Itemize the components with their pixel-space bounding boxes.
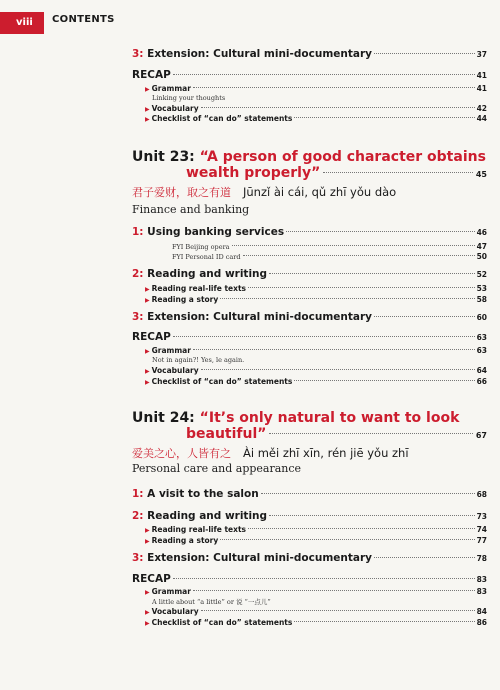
section-number: 1:: [132, 226, 144, 238]
page-number: viii: [16, 17, 33, 28]
section-label: Extension: Cultural mini-documentary: [143, 311, 372, 323]
triangle-bullet-icon: ▶: [145, 589, 150, 596]
leader-dots: [261, 493, 475, 494]
page-ref: 52: [476, 270, 487, 279]
toc-entry-reading-story[interactable]: [145, 295, 487, 304]
page-ref: 63: [476, 333, 487, 342]
entry-label: Vocabulary: [151, 104, 199, 113]
toc-entry-extension[interactable]: [132, 48, 487, 60]
toc-entry-vocabulary[interactable]: [145, 607, 487, 616]
leader-dots: [269, 515, 475, 516]
entry-label: Reading real-life texts: [151, 525, 246, 534]
leader-dots: [294, 621, 474, 622]
entry-label: Grammar: [151, 346, 191, 355]
triangle-bullet-icon: ▶: [145, 116, 150, 123]
unit-24-theme: Personal care and appearance: [132, 462, 302, 475]
entry-label: Checklist of “can do” statements: [151, 114, 293, 123]
section-label: Extension: Cultural mini-documentary: [143, 552, 372, 564]
page-title: CONTENTS: [52, 14, 115, 25]
entry-label: Checklist of “can do” statements: [151, 377, 293, 386]
page-ref: 37: [476, 50, 487, 59]
page-ref: 77: [476, 536, 487, 545]
page-ref: 67: [475, 431, 487, 440]
page-ref: 42: [476, 104, 487, 113]
page-ref: 50: [476, 252, 487, 261]
leader-dots: [173, 74, 475, 75]
section-label: RECAP: [132, 331, 171, 343]
unit-23-theme: Finance and banking: [132, 203, 250, 216]
page-ref: 64: [476, 366, 487, 375]
toc-entry-reading-texts[interactable]: [145, 525, 487, 534]
leader-dots: [248, 528, 475, 529]
page-ref: 68: [476, 490, 487, 499]
page-number-tab: [0, 12, 44, 34]
leader-dots: [201, 369, 475, 370]
pinyin: Ài měi zhī xīn, rén jiē yǒu zhī: [243, 446, 409, 460]
toc-entry-recap[interactable]: [132, 573, 487, 585]
triangle-bullet-icon: ▶: [145, 348, 150, 355]
toc-entry-section-2[interactable]: [132, 510, 487, 522]
toc-entry-section-1[interactable]: [132, 488, 487, 500]
leader-dots: [220, 539, 474, 540]
leader-dots: [269, 273, 475, 274]
triangle-bullet-icon: ▶: [145, 527, 150, 534]
triangle-bullet-icon: ▶: [145, 86, 150, 93]
unit-24-proverb: [132, 445, 409, 461]
toc-entry-checklist[interactable]: [145, 114, 487, 123]
unit-23-title[interactable]: [132, 149, 486, 166]
grammar-note: Not in again?! Yes, le again.: [152, 356, 245, 364]
unit-title-line-2: beautiful”: [186, 426, 267, 442]
toc-entry-grammar[interactable]: [145, 84, 487, 93]
triangle-bullet-icon: ▶: [145, 538, 150, 545]
leader-dots: [374, 316, 475, 317]
grammar-note: A little about “a little” or 说 “一点儿”: [152, 598, 271, 606]
leader-dots: [220, 298, 474, 299]
leader-dots: [193, 349, 475, 350]
triangle-bullet-icon: ▶: [145, 609, 150, 616]
toc-entry-vocabulary[interactable]: [145, 104, 487, 113]
page-ref: 41: [476, 71, 487, 80]
page-ref: 46: [476, 228, 487, 237]
section-label: A visit to the salon: [143, 488, 259, 500]
section-label: RECAP: [132, 573, 171, 585]
entry-label: Vocabulary: [151, 366, 199, 375]
page-ref: 84: [476, 607, 487, 616]
toc-entry-section-1[interactable]: [132, 226, 487, 238]
fyi-label: FYI Beijing opera: [172, 243, 230, 251]
entry-label: Checklist of “can do” statements: [151, 618, 293, 627]
toc-entry-fyi-opera[interactable]: [172, 242, 487, 251]
leader-dots: [269, 433, 472, 434]
entry-label: Vocabulary: [151, 607, 199, 616]
entry-label: Reading a story: [151, 295, 219, 304]
leader-dots: [374, 53, 475, 54]
section-label: Using banking services: [143, 226, 285, 238]
section-label: Extension: Cultural mini-documentary: [143, 48, 372, 60]
unit-23-proverb: [132, 184, 396, 200]
chinese-proverb: 君子爱财，取之有道: [132, 186, 231, 199]
triangle-bullet-icon: ▶: [145, 286, 150, 293]
unit-title-line-2: wealth properly”: [186, 165, 321, 181]
leader-dots: [193, 590, 475, 591]
triangle-bullet-icon: ▶: [145, 368, 150, 375]
toc-entry-grammar[interactable]: [145, 346, 487, 355]
toc-entry-section-2[interactable]: [132, 268, 487, 280]
grammar-note: Linking your thoughts: [152, 94, 226, 102]
toc-entry-recap[interactable]: [132, 69, 487, 81]
page-ref: 45: [475, 170, 487, 179]
leader-dots: [248, 287, 475, 288]
page-ref: 53: [476, 284, 487, 293]
page-ref: 66: [476, 377, 487, 386]
section-label: Reading and writing: [143, 510, 268, 522]
entry-label: Grammar: [151, 84, 191, 93]
unit-24-title-cont[interactable]: [186, 426, 487, 442]
toc-entry-section-3[interactable]: [132, 552, 487, 564]
leader-dots: [286, 231, 474, 232]
leader-dots: [323, 172, 473, 173]
page-ref: 83: [476, 587, 487, 596]
leader-dots: [201, 107, 475, 108]
page-ref: 86: [476, 618, 487, 627]
page-ref: 74: [476, 525, 487, 534]
leader-dots: [243, 255, 475, 256]
pinyin: Jūnzǐ ài cái, qǔ zhī yǒu dào: [243, 185, 397, 199]
leader-dots: [173, 578, 475, 579]
section-label: Reading and writing: [143, 268, 268, 280]
page-ref: 63: [476, 346, 487, 355]
unit-23-title-cont[interactable]: [186, 165, 487, 181]
triangle-bullet-icon: ▶: [145, 620, 150, 627]
section-number: 3:: [132, 552, 144, 564]
page-ref: 60: [476, 313, 487, 322]
entry-label: Grammar: [151, 587, 191, 596]
leader-dots: [294, 117, 474, 118]
leader-dots: [201, 610, 475, 611]
section-number: 3:: [132, 311, 144, 323]
page-ref: 41: [476, 84, 487, 93]
page-ref: 73: [476, 512, 487, 521]
page-ref: 78: [476, 554, 487, 563]
entry-label: Reading a story: [151, 536, 219, 545]
unit-number: Unit 23:: [132, 149, 200, 165]
leader-dots: [232, 245, 475, 246]
toc-entry-recap[interactable]: [132, 331, 487, 343]
unit-title-line-1: “A person of good character obtains: [199, 149, 486, 165]
section-number: 1:: [132, 488, 144, 500]
toc-entry-grammar[interactable]: [145, 587, 487, 596]
page-ref: 44: [476, 114, 487, 123]
triangle-bullet-icon: ▶: [145, 379, 150, 386]
section-number: 2:: [132, 510, 144, 522]
toc-entry-reading-story[interactable]: [145, 536, 487, 545]
page-ref: 58: [476, 295, 487, 304]
triangle-bullet-icon: ▶: [145, 297, 150, 304]
unit-24-title[interactable]: [132, 410, 459, 427]
section-number: 2:: [132, 268, 144, 280]
toc-entry-reading-texts[interactable]: [145, 284, 487, 293]
toc-entry-section-3[interactable]: [132, 311, 487, 323]
leader-dots: [374, 557, 475, 558]
section-number: 3:: [132, 48, 144, 60]
unit-number: Unit 24:: [132, 410, 200, 426]
toc-entry-vocabulary[interactable]: [145, 366, 487, 375]
leader-dots: [193, 87, 475, 88]
fyi-label: FYI Personal ID card: [172, 253, 241, 261]
chinese-proverb: 爱美之心，人皆有之: [132, 447, 231, 460]
section-label: RECAP: [132, 69, 171, 81]
toc-entry-checklist[interactable]: [145, 618, 487, 627]
leader-dots: [173, 336, 475, 337]
triangle-bullet-icon: ▶: [145, 106, 150, 113]
page-ref: 47: [476, 242, 487, 251]
toc-entry-fyi-id-card[interactable]: [172, 252, 487, 261]
toc-entry-checklist[interactable]: [145, 377, 487, 386]
leader-dots: [294, 380, 474, 381]
entry-label: Reading real-life texts: [151, 284, 246, 293]
unit-title-line-1: “It’s only natural to want to look: [199, 410, 460, 426]
page-ref: 83: [476, 575, 487, 584]
